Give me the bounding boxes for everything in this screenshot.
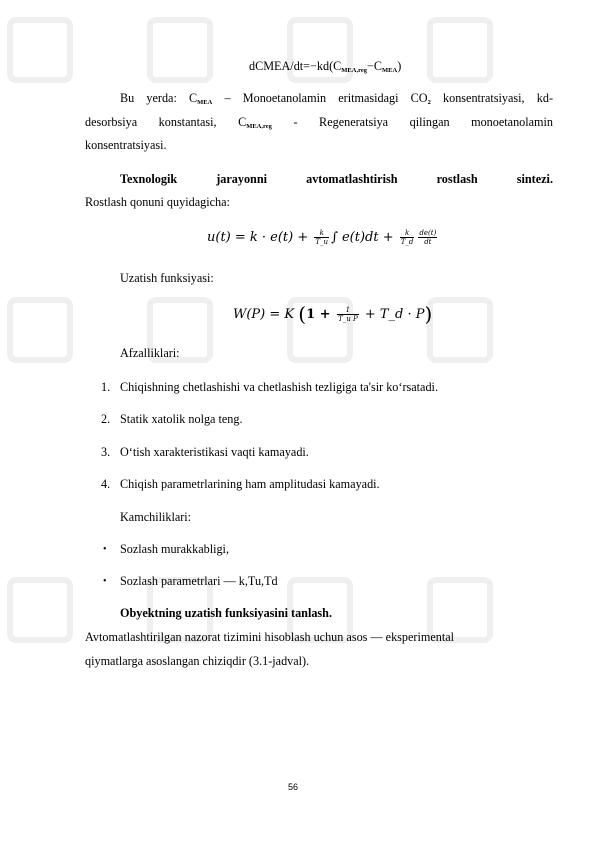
list-item: O‘tish xarakteristikasi vaqti kamayadi. [120,445,309,459]
list-item: Chiqishning chetlashishi va chetlashish tezligiga ta'sir ko‘rsatadi. [120,380,438,394]
bullet-icon: • [103,576,107,587]
control-law-formula: u(t) = k · e(t) + $\frac{k}{T\_u}$ ∫ e(t)dt + $\frac{k}{T\_d}$ $\frac{de(t)}{dt}$ [207,229,437,246]
disadvantages-title: Kamchiliklari: [120,510,192,524]
list-item-number: 4. [101,477,111,491]
transfer-function-formula: W(P) = K (1 + $\frac{1}{\text{T\_u P}}$ + T_d · P) [233,302,433,326]
section-heading-transfer: Obyektning uzatish funksiyasini tanlash. [120,606,333,620]
definition-line-1: Bu yerda: $C_{MEA}$ – Monoetanolamin eritmasidagi $CO_2$ konsentratsiyasi, kd- [120,91,554,106]
definition-line-2: desorbsiya konstantasi, $C_{MEA,reg}$ - Regeneratsiya qilingan monoetanolamin [85,115,554,130]
transfer-function-label: Uzatish funksiyasi: [120,271,214,285]
top-equation: dCMEA/$dt=-kd(C_{MEA,reg}-C_{MEA})$ [249,59,402,74]
bullet-icon: • [103,544,107,555]
paragraph-line: qiymatlarga asoslangan chiziqdir (3.1-jadval). [85,654,310,668]
definition-line-3: konsentratsiyasi. [85,138,167,152]
list-item-number: 3. [101,445,111,459]
section-heading-synthesis: Texnologik jarayonni avtomatlashtirish rostlash sintezi. [120,172,553,186]
section-intro: Rostlash qonuni quyidagicha: [85,195,230,209]
list-item-number: 1. [101,380,111,394]
list-item: Sozlash murakkabligi, [120,542,229,556]
paragraph-line: Avtomatlashtirilgan nazorat tizimini hisoblash uchun asos — eksperimental [85,630,455,644]
list-item: Statik xatolik nolga teng. [120,412,243,426]
list-item: Chiqish parametrlarining ham amplitudasi kamayadi. [120,477,380,491]
advantages-title: Afzalliklari: [120,346,180,360]
list-item-number: 2. [101,412,111,426]
list-item: Sozlash parametrlari — k,Tu,Td [120,574,278,588]
page-number: 56 [288,782,299,792]
